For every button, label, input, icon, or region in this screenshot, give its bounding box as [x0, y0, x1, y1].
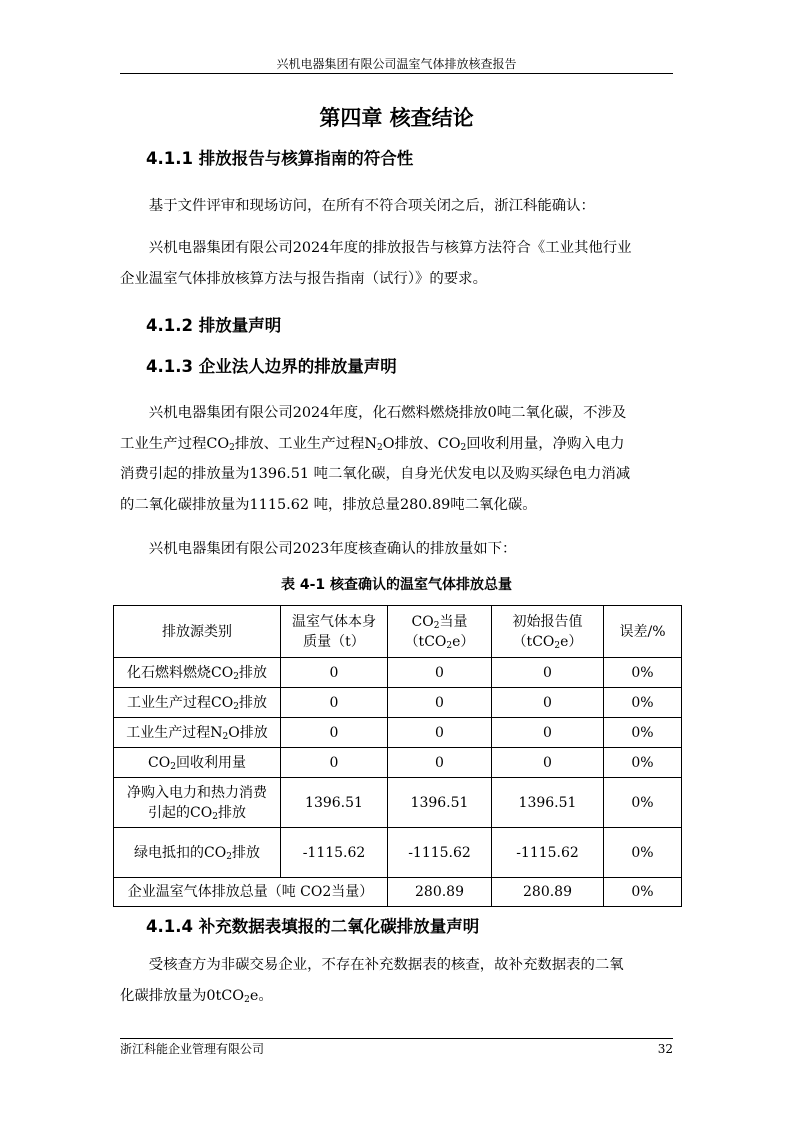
cell-category: 工业生产过程$N_2O$排放	[114, 718, 281, 748]
cell-co2-equivalent: 0	[388, 658, 492, 688]
page-header: 兴机电器集团有限公司温室气体排放核查报告	[276, 57, 517, 71]
paragraph-supplementary	[120, 950, 673, 1011]
chapter-title: 第四章 核查结论	[319, 106, 474, 130]
heading-4-1-3: 4.1.3 企业法人边界的排放量声明	[146, 357, 397, 376]
cell-error: 0%	[604, 878, 682, 907]
cell-error: 0%	[604, 658, 682, 688]
table-row	[114, 688, 682, 718]
paragraph-line: 工业生产过程$CO_2$排放、工业生产过程$N_2O$排放、$CO_2$回收利用量，净购入电力	[120, 435, 625, 453]
table-row	[114, 658, 682, 688]
cell-category: 化石燃料燃烧$CO_2$排放	[114, 658, 281, 688]
cell-mass: 1396.51	[281, 778, 388, 828]
cell-category: 工业生产过程$CO_2$排放	[114, 688, 281, 718]
footer-rule	[120, 1038, 673, 1039]
cell-mass: 0	[281, 688, 388, 718]
cell-co2-equivalent: -1115.62	[388, 828, 492, 878]
paragraph-line: 兴机电器集团有限公司2024年度，化石燃料燃烧排放0吨二氧化碳，不涉及	[148, 405, 627, 421]
paragraph-line: 受核查方为非碳交易企业，不存在补充数据表的核查，故补充数据表的二氧	[148, 957, 624, 973]
cell-mass: 0	[281, 718, 388, 748]
table-row	[114, 748, 682, 778]
heading-4-1-4: 4.1.4 补充数据表填报的二氧化碳排放量声明	[146, 917, 480, 936]
header-error: 误差/%	[604, 606, 682, 658]
cell-initial-report: 0	[492, 748, 604, 778]
table-caption: 表 4-1 核查确认的温室气体排放总量	[280, 577, 513, 593]
header-initial-report: 初始报告值 （tCO$_2$e）	[492, 606, 604, 658]
paragraph-line: 兴机电器集团有限公司2024年度的排放报告与核算方法符合《工业其他行业	[148, 240, 632, 256]
cell-initial-report: 0	[492, 688, 604, 718]
cell-error: 0%	[604, 688, 682, 718]
cell-category: 绿电抵扣的$CO_2$排放	[114, 828, 281, 878]
header-mass: 温室气体本身 质量（t）	[281, 606, 388, 658]
cell-initial-report: 0	[492, 718, 604, 748]
cell-initial-report: -1115.62	[492, 828, 604, 878]
heading-4-1-1: 4.1.1 排放报告与核算指南的符合性	[146, 149, 414, 168]
cell-co2-equivalent: 0	[388, 748, 492, 778]
paragraph-emission-statement	[120, 398, 673, 520]
cell-co2-equivalent: 280.89	[388, 878, 492, 907]
header-rule	[120, 73, 673, 74]
cell-error: 0%	[604, 778, 682, 828]
paragraph-line: 化碳排放量为0tCO$_2$e。	[120, 987, 273, 1005]
cell-category: 净购入电力和热力消费 引起的$CO_2$排放	[114, 778, 281, 828]
table-row	[114, 778, 682, 828]
cell-error: 0%	[604, 748, 682, 778]
table-row	[114, 718, 682, 748]
emissions-table	[113, 605, 682, 907]
header-category: 排放源类别	[114, 606, 281, 658]
cell-category: $CO_2$回收利用量	[114, 748, 281, 778]
heading-4-1-2: 4.1.2 排放量声明	[146, 316, 282, 335]
paragraph-line: 的二氧化碳排放量为1115.62 吨，排放总量280.89吨二氧化碳。	[120, 496, 537, 513]
page-number: 32	[657, 1042, 673, 1056]
cell-total-label: 企业温室气体排放总量（吨 CO2当量）	[114, 878, 388, 907]
table-header-row	[114, 606, 682, 658]
paragraph-line: 企业温室气体排放核算方法与报告指南（试行）》的要求。	[120, 270, 487, 287]
cell-initial-report: 280.89	[492, 878, 604, 907]
cell-mass: 0	[281, 658, 388, 688]
table-row	[114, 828, 682, 878]
paragraph-line: 消费引起的排放量为1396.51 吨二氧化碳，自身光伏发电以及购买绿色电力消减	[120, 466, 631, 482]
cell-co2-equivalent: 1396.51	[388, 778, 492, 828]
cell-error: 0%	[604, 718, 682, 748]
table-total-row	[114, 878, 682, 907]
cell-error: 0%	[604, 828, 682, 878]
cell-mass: 0	[281, 748, 388, 778]
cell-co2-equivalent: 0	[388, 688, 492, 718]
paragraph-line: 基于文件评审和现场访问，在所有不符合项关闭之后，浙江科能确认：	[148, 198, 595, 214]
paragraph-line: 兴机电器集团有限公司2023年度核查确认的排放量如下：	[148, 541, 517, 557]
paragraph-table-intro	[120, 534, 673, 565]
cell-co2-equivalent: 0	[388, 718, 492, 748]
cell-mass: -1115.62	[281, 828, 388, 878]
cell-initial-report: 1396.51	[492, 778, 604, 828]
header-co2-equivalent: $CO_2$当量 （tCO$_2$e）	[388, 606, 492, 658]
cell-initial-report: 0	[492, 658, 604, 688]
paragraph-compliance	[120, 233, 673, 294]
footer-company: 浙江科能企业管理有限公司	[120, 1042, 265, 1056]
paragraph-confirmation	[120, 191, 673, 222]
